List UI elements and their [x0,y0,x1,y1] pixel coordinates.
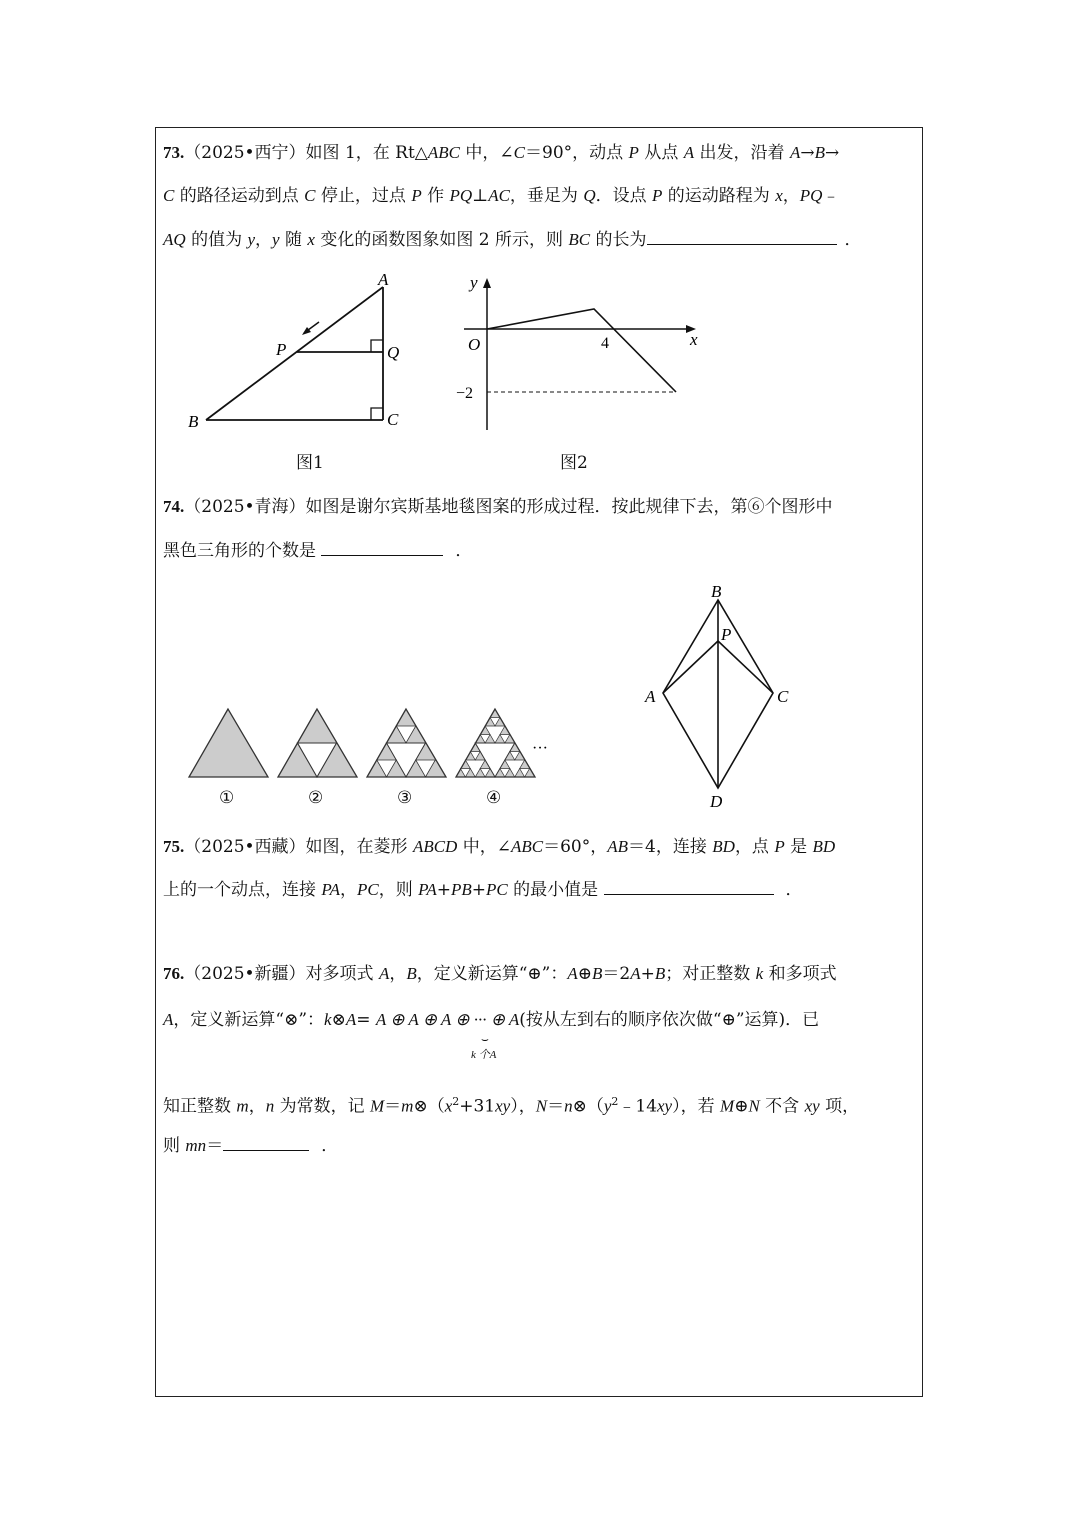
q73-figure2 [450,268,710,438]
tick-label-minus2: −2 [456,385,474,402]
rhombus-label-c: C [777,687,789,706]
tick-label-4: 4 [601,335,609,352]
q76-line2: A，定义新运算“⊗”：k⊗A= A ⊕ A ⊕ A ⊕ ··· ⊕ A(按从左到右的顺序依次做“⊕”运算)．已 [163,1010,820,1030]
underbrace-icon: ⌣ [481,1032,489,1046]
stage-label-3: ③ [397,788,413,808]
label-b: B [188,412,199,431]
y-axis-arrow-icon [483,278,491,288]
axis-label-x: x [690,330,698,349]
sierpinski-stage-2 [278,709,357,777]
rhombus-label-p: P [721,625,732,644]
segment-pc [718,641,773,693]
q75-number: 75. [163,837,185,856]
label-a: A [378,270,389,289]
q73-line2: C 的路径运动到点 C 停止，过点 P 作 PQ⊥AC，垂足为 Q．设点 P 的运动路程为 x，PQ﹣ [163,186,840,206]
q76-answer-blank[interactable] [223,1134,309,1151]
q76-line3: 知正整数 m，n 为常数，记 $M=m\otimes(x^2+31xy)$，$N=n\otimes(y^2﹣14xy)$，若 M⊕N 不含 xy 项， [163,1095,860,1117]
sierpinski-stage-4 [456,709,535,777]
q75-line1: 75.（2025•西藏）如图，在菱形 ABCD 中，∠ABC＝60°，AB＝4，连接 BD，点 P 是 BD [163,837,836,857]
q75-answer-blank[interactable] [604,878,774,895]
q73-line3: AQ 的值为 y，y 随 x 变化的函数图象如图 2 所示，则 BC 的长为 ． [163,230,862,250]
q73-line1: 73.（2025•西宁）如图 1，在 Rt△ABC 中，∠C＝90°，动点 P 从点 A 出发，沿着 A→B→ [163,143,840,163]
q76-line1: 76.（2025•新疆）对多项式 A，B，定义新运算“⊕”：A⊕B＝2A+B；对正整数 k 和多项式 [163,964,837,984]
stage-label-1: ① [219,788,235,808]
stage-label-2: ② [308,788,324,808]
q73-figure1 [180,265,420,440]
right-angle-q [371,340,383,352]
segment-pa [663,641,718,693]
rhombus-label-a: A [645,687,656,706]
right-angle-c [371,408,383,420]
q73-answer-blank[interactable] [647,228,837,245]
function-graph [487,309,676,392]
q75-line2: 上的一个动点，连接 PA，PC，则 PA+PB+PC 的最小值是 ． [163,880,803,900]
sierpinski-stage-1 [189,709,268,777]
underbrace-label: k 个A [471,1049,497,1061]
q74-line2: 黑色三角形的个数是 ． [163,541,473,561]
label-c: C [387,410,399,429]
rhombus-label-b: B [711,582,722,601]
segment-ba [206,287,383,420]
q74-line1: 74.（2025•青海）如图是谢尔宾斯基地毯图案的形成过程．按此规律下去，第⑥个图形中 [163,497,833,517]
label-p: P [276,340,287,359]
label-q: Q [387,343,400,362]
q76-line4: 则 mn＝ ． [163,1136,339,1156]
ellipsis: ··· [532,740,548,757]
fig2-caption: 图2 [560,453,588,473]
rhombus-label-d: D [710,792,723,811]
axis-label-y: y [470,273,478,292]
fig1-caption: 图1 [296,453,324,473]
origin-label: O [468,335,481,354]
stage-label-4: ④ [486,788,502,808]
rhombus-figure [635,578,805,813]
q74-number: 74. [163,497,185,516]
sierpinski-figures [185,705,548,780]
q73-number: 73. [163,143,185,162]
q74-answer-blank[interactable] [321,539,443,556]
q76-number: 76. [163,964,185,983]
sierpinski-stage-3 [367,709,446,777]
